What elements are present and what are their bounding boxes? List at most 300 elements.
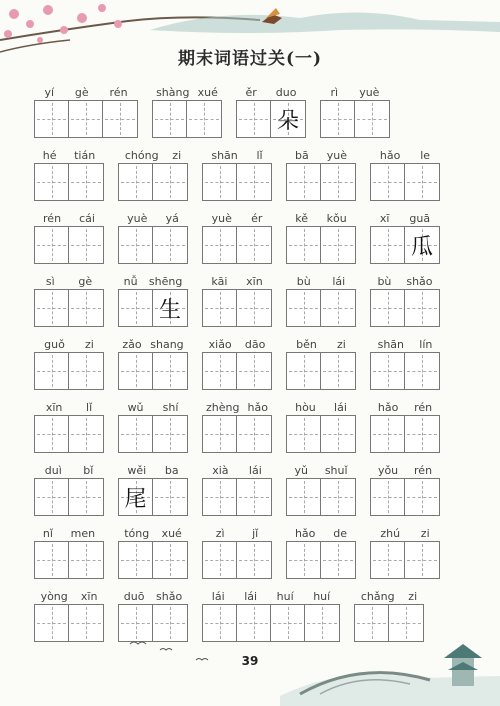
pinyin-syllable: xī bbox=[379, 212, 390, 225]
pinyin-syllable: zǎo bbox=[122, 338, 142, 351]
pinyin-line bbox=[286, 212, 356, 226]
pinyin-syllable: rì bbox=[330, 86, 339, 99]
character-writing-box[interactable] bbox=[287, 416, 321, 452]
character-writing-box[interactable] bbox=[69, 227, 103, 263]
character-writing-box[interactable] bbox=[287, 542, 321, 578]
character-writing-box[interactable] bbox=[119, 353, 153, 389]
pinyin-syllable: nǐ bbox=[42, 527, 53, 540]
pinyin-syllable: yí bbox=[44, 86, 55, 99]
pinyin-syllable: shān bbox=[377, 338, 405, 351]
pinyin-syllable: rén bbox=[414, 401, 433, 414]
character-writing-box[interactable] bbox=[405, 353, 439, 389]
character-writing-box[interactable] bbox=[321, 164, 355, 200]
vocabulary-word bbox=[370, 149, 440, 190]
vocabulary-word bbox=[286, 275, 356, 316]
pinyin-syllable: shuǐ bbox=[324, 464, 348, 477]
pinyin-line bbox=[236, 86, 306, 100]
character-writing-box[interactable] bbox=[153, 290, 187, 326]
vocabulary-word bbox=[286, 401, 356, 442]
pinyin-syllable: rén bbox=[414, 464, 433, 477]
pinyin-syllable: yǔ bbox=[294, 464, 308, 477]
vocabulary-word bbox=[370, 527, 440, 568]
pinyin-line bbox=[34, 149, 104, 163]
pinyin-syllable: tián bbox=[74, 149, 96, 162]
vocabulary-word bbox=[202, 401, 272, 442]
character-writing-box[interactable] bbox=[371, 290, 405, 326]
pinyin-syllable: kǒu bbox=[326, 212, 347, 225]
page-title: 期末词语过关(一) bbox=[177, 49, 323, 69]
character-writing-box[interactable] bbox=[203, 416, 237, 452]
pinyin-syllable: le bbox=[420, 149, 431, 162]
tianzige-boxes bbox=[34, 415, 104, 453]
vocabulary-word bbox=[152, 86, 222, 127]
character-writing-box[interactable] bbox=[371, 353, 405, 389]
pinyin-syllable: yuè bbox=[326, 149, 347, 162]
pinyin-line bbox=[118, 149, 188, 163]
character-writing-box[interactable] bbox=[405, 164, 439, 200]
character-writing-box[interactable] bbox=[69, 290, 103, 326]
vocabulary-word bbox=[118, 149, 188, 190]
character-writing-box[interactable] bbox=[321, 290, 355, 326]
character-writing-box[interactable] bbox=[237, 101, 271, 137]
vocabulary-word bbox=[286, 212, 356, 253]
character-writing-box[interactable] bbox=[203, 542, 237, 578]
page-number: 39 bbox=[241, 654, 259, 668]
pinyin-line bbox=[202, 590, 340, 604]
character-writing-box[interactable] bbox=[35, 290, 69, 326]
pinyin-syllable: gè bbox=[74, 86, 89, 99]
character-writing-box[interactable] bbox=[203, 479, 237, 515]
character-writing-box[interactable] bbox=[287, 479, 321, 515]
pinyin-line bbox=[34, 590, 104, 604]
tianzige-boxes bbox=[370, 226, 440, 264]
character-writing-box[interactable] bbox=[237, 416, 271, 452]
word-row bbox=[34, 338, 466, 379]
vocabulary-word bbox=[370, 212, 440, 260]
character-writing-box[interactable] bbox=[355, 101, 389, 137]
character-writing-box[interactable] bbox=[153, 101, 187, 137]
vocabulary-word bbox=[34, 527, 104, 568]
vocabulary-word bbox=[118, 464, 188, 512]
pinyin-syllable: lái bbox=[332, 275, 346, 288]
pinyin-syllable: xià bbox=[212, 464, 229, 477]
pinyin-syllable: men bbox=[70, 527, 96, 540]
pinyin-syllable: ér bbox=[251, 212, 263, 225]
tianzige-boxes bbox=[202, 163, 272, 201]
pinyin-syllable: rén bbox=[109, 86, 128, 99]
tianzige-boxes bbox=[202, 415, 272, 453]
character-writing-box[interactable] bbox=[153, 416, 187, 452]
pinyin-line bbox=[34, 401, 104, 415]
vocabulary-word bbox=[118, 275, 188, 323]
vocabulary-word bbox=[202, 338, 272, 379]
pinyin-line bbox=[286, 275, 356, 289]
character-writing-box[interactable] bbox=[321, 479, 355, 515]
pinyin-line bbox=[370, 464, 440, 478]
character-writing-box[interactable] bbox=[321, 101, 355, 137]
pinyin-syllable: xīn bbox=[80, 590, 98, 603]
tianzige-boxes bbox=[118, 163, 188, 201]
vocabulary-word bbox=[118, 590, 188, 631]
character-writing-box[interactable] bbox=[371, 227, 405, 263]
word-row bbox=[34, 212, 466, 260]
character-writing-box[interactable] bbox=[237, 353, 271, 389]
character-writing-box[interactable] bbox=[119, 416, 153, 452]
character-writing-box[interactable] bbox=[237, 227, 271, 263]
pinyin-syllable: duō bbox=[123, 590, 145, 603]
character-writing-box[interactable] bbox=[237, 290, 271, 326]
character-writing-box[interactable] bbox=[405, 227, 439, 263]
pinyin-line bbox=[34, 464, 104, 478]
pinyin-syllable: yǒu bbox=[377, 464, 399, 477]
pinyin-line bbox=[370, 338, 440, 352]
character-writing-box[interactable] bbox=[69, 416, 103, 452]
pinyin-line bbox=[118, 401, 188, 415]
pinyin-syllable: tóng bbox=[124, 527, 150, 540]
vocabulary-word bbox=[34, 212, 104, 253]
pinyin-syllable: ba bbox=[164, 464, 179, 477]
hint-character: 朵 bbox=[276, 108, 299, 134]
character-writing-box[interactable] bbox=[321, 353, 355, 389]
character-writing-box[interactable] bbox=[405, 290, 439, 326]
pinyin-syllable: kāi bbox=[211, 275, 228, 288]
pinyin-syllable: xué bbox=[161, 527, 182, 540]
vocabulary-word bbox=[202, 590, 340, 631]
hint-character: 瓜 bbox=[410, 234, 433, 260]
character-writing-box[interactable] bbox=[35, 227, 69, 263]
pinyin-line bbox=[202, 464, 272, 478]
pinyin-syllable: zi bbox=[85, 338, 94, 351]
pinyin-syllable: lái bbox=[248, 464, 262, 477]
pinyin-syllable: xiǎo bbox=[208, 338, 232, 351]
word-row bbox=[34, 149, 466, 190]
pinyin-syllable: hé bbox=[42, 149, 57, 162]
pinyin-syllable: shǎo bbox=[156, 590, 183, 603]
pinyin-syllable: yuè bbox=[359, 86, 380, 99]
character-writing-box[interactable] bbox=[153, 164, 187, 200]
vocabulary-word bbox=[118, 338, 188, 379]
tianzige-boxes bbox=[34, 226, 104, 264]
pinyin-syllable: shí bbox=[162, 401, 179, 414]
character-writing-box[interactable] bbox=[153, 227, 187, 263]
pinyin-syllable: lǐ bbox=[86, 401, 93, 414]
pinyin-syllable: chǎng bbox=[360, 590, 395, 603]
pinyin-syllable: xīn bbox=[246, 275, 263, 288]
pinyin-syllable: ěr bbox=[245, 86, 257, 99]
vocabulary-word bbox=[118, 527, 188, 568]
tianzige-boxes bbox=[118, 541, 188, 579]
pinyin-syllable: zi bbox=[408, 590, 418, 603]
vocabulary-word bbox=[34, 590, 104, 631]
pinyin-syllable: guā bbox=[409, 212, 431, 225]
tianzige-boxes bbox=[286, 352, 356, 390]
tianzige-boxes bbox=[286, 478, 356, 516]
character-writing-box[interactable] bbox=[119, 164, 153, 200]
pinyin-syllable: yuè bbox=[127, 212, 148, 225]
character-writing-box[interactable] bbox=[69, 479, 103, 515]
tianzige-boxes bbox=[34, 478, 104, 516]
character-writing-box[interactable] bbox=[35, 353, 69, 389]
pinyin-line bbox=[202, 527, 272, 541]
pinyin-syllable: bǐ bbox=[83, 464, 94, 477]
pinyin-line bbox=[34, 338, 104, 352]
pinyin-line bbox=[202, 149, 272, 163]
tianzige-boxes bbox=[370, 541, 440, 579]
pinyin-line bbox=[118, 338, 188, 352]
pinyin-syllable: lǐ bbox=[256, 149, 263, 162]
tianzige-boxes bbox=[370, 478, 440, 516]
tianzige-boxes bbox=[118, 289, 188, 327]
character-writing-box[interactable] bbox=[69, 542, 103, 578]
pinyin-line bbox=[202, 275, 272, 289]
character-writing-box[interactable] bbox=[119, 290, 153, 326]
pinyin-syllable: shēng bbox=[148, 275, 183, 288]
pinyin-syllable: zi bbox=[420, 527, 430, 540]
pinyin-syllable: wǔ bbox=[127, 401, 144, 414]
pinyin-syllable: shǎo bbox=[406, 275, 433, 288]
tianzige-boxes bbox=[152, 100, 222, 138]
vocabulary-grid bbox=[34, 86, 466, 631]
pinyin-line bbox=[34, 527, 104, 541]
character-writing-box[interactable] bbox=[203, 227, 237, 263]
tianzige-boxes bbox=[202, 541, 272, 579]
character-writing-box[interactable] bbox=[35, 542, 69, 578]
tianzige-boxes bbox=[286, 163, 356, 201]
pinyin-syllable: hǎo bbox=[377, 401, 399, 414]
character-writing-box[interactable] bbox=[69, 101, 103, 137]
pinyin-line bbox=[354, 590, 424, 604]
tianzige-boxes bbox=[34, 541, 104, 579]
character-writing-box[interactable] bbox=[35, 479, 69, 515]
tianzige-boxes bbox=[34, 352, 104, 390]
pinyin-syllable: xīn bbox=[45, 401, 63, 414]
pinyin-syllable: rén bbox=[43, 212, 62, 225]
vocabulary-word bbox=[34, 86, 138, 127]
character-writing-box[interactable] bbox=[69, 164, 103, 200]
pinyin-syllable: hòu bbox=[295, 401, 316, 414]
pinyin-line bbox=[152, 86, 222, 100]
vocabulary-word bbox=[286, 464, 356, 505]
pinyin-syllable: lái bbox=[334, 401, 347, 414]
vocabulary-word bbox=[118, 212, 188, 253]
vocabulary-word bbox=[34, 464, 104, 505]
character-writing-box[interactable] bbox=[153, 353, 187, 389]
pinyin-syllable: yòng bbox=[40, 590, 68, 603]
pinyin-line bbox=[118, 527, 188, 541]
pinyin-syllable: shang bbox=[150, 338, 184, 351]
pinyin-syllable: bā bbox=[295, 149, 309, 162]
character-writing-box[interactable] bbox=[35, 416, 69, 452]
pinyin-syllable: dāo bbox=[244, 338, 266, 351]
pinyin-syllable: lín bbox=[419, 338, 433, 351]
pinyin-syllable: hǎo bbox=[247, 401, 268, 414]
pinyin-line bbox=[286, 464, 356, 478]
character-writing-box[interactable] bbox=[187, 101, 221, 137]
hint-character: 生 bbox=[158, 297, 181, 323]
vocabulary-word bbox=[236, 86, 306, 134]
pinyin-syllable: shàng bbox=[156, 86, 190, 99]
vocabulary-word bbox=[286, 338, 356, 379]
pinyin-line bbox=[202, 212, 272, 226]
vocabulary-word bbox=[34, 149, 104, 190]
character-writing-box[interactable] bbox=[371, 416, 405, 452]
tianzige-boxes bbox=[202, 352, 272, 390]
pinyin-line bbox=[286, 527, 356, 541]
tianzige-boxes bbox=[202, 289, 272, 327]
character-writing-box[interactable] bbox=[271, 101, 305, 137]
character-writing-box[interactable] bbox=[119, 479, 153, 515]
pinyin-syllable: guǒ bbox=[44, 338, 65, 351]
tianzige-boxes bbox=[320, 100, 390, 138]
character-writing-box[interactable] bbox=[35, 101, 69, 137]
pinyin-syllable: wěi bbox=[127, 464, 147, 477]
vocabulary-word bbox=[202, 275, 272, 316]
vocabulary-word bbox=[286, 149, 356, 190]
character-writing-box[interactable] bbox=[103, 101, 137, 137]
character-writing-box[interactable] bbox=[287, 164, 321, 200]
pinyin-line bbox=[320, 86, 390, 100]
word-row bbox=[34, 464, 466, 512]
tianzige-boxes bbox=[370, 289, 440, 327]
pinyin-line bbox=[34, 275, 104, 289]
character-writing-box[interactable] bbox=[119, 227, 153, 263]
character-writing-box[interactable] bbox=[119, 542, 153, 578]
tianzige-boxes bbox=[286, 541, 356, 579]
pinyin-syllable: zi bbox=[337, 338, 346, 351]
pinyin-syllable: de bbox=[333, 527, 348, 540]
pinyin-syllable: jǐ bbox=[252, 527, 259, 540]
vocabulary-word bbox=[370, 464, 440, 505]
pinyin-syllable: huí bbox=[276, 590, 294, 603]
pinyin-line bbox=[202, 338, 272, 352]
vocabulary-word bbox=[370, 401, 440, 442]
pinyin-syllable: huí bbox=[313, 590, 331, 603]
character-writing-box[interactable] bbox=[287, 353, 321, 389]
character-writing-box[interactable] bbox=[371, 164, 405, 200]
tianzige-boxes bbox=[370, 352, 440, 390]
pinyin-syllable: chóng bbox=[124, 149, 159, 162]
pinyin-line bbox=[286, 338, 356, 352]
pinyin-syllable: bù bbox=[377, 275, 392, 288]
pinyin-syllable: duì bbox=[44, 464, 62, 477]
vocabulary-word bbox=[202, 212, 272, 253]
tianzige-boxes bbox=[34, 289, 104, 327]
pinyin-syllable: zi bbox=[172, 149, 182, 162]
pinyin-syllable: yuè bbox=[211, 212, 232, 225]
tianzige-boxes bbox=[286, 415, 356, 453]
pinyin-syllable: sì bbox=[45, 275, 55, 288]
character-writing-box[interactable] bbox=[203, 290, 237, 326]
character-writing-box[interactable] bbox=[237, 542, 271, 578]
vocabulary-word bbox=[320, 86, 390, 127]
character-writing-box[interactable] bbox=[237, 479, 271, 515]
vocabulary-word bbox=[202, 149, 272, 190]
tianzige-boxes bbox=[118, 352, 188, 390]
vocabulary-word bbox=[34, 338, 104, 379]
tianzige-boxes bbox=[34, 100, 138, 138]
pinyin-syllable: shān bbox=[211, 149, 238, 162]
character-writing-box[interactable] bbox=[203, 164, 237, 200]
tianzige-boxes bbox=[34, 163, 104, 201]
character-writing-box[interactable] bbox=[405, 416, 439, 452]
word-row bbox=[34, 401, 466, 442]
word-row bbox=[34, 527, 466, 568]
character-writing-box[interactable] bbox=[69, 353, 103, 389]
tianzige-boxes bbox=[202, 226, 272, 264]
character-writing-box[interactable] bbox=[405, 479, 439, 515]
character-writing-box[interactable] bbox=[153, 479, 187, 515]
pinyin-syllable: cái bbox=[79, 212, 95, 225]
pinyin-line bbox=[370, 149, 440, 163]
pinyin-syllable: duo bbox=[275, 86, 297, 99]
pinyin-line bbox=[118, 275, 188, 289]
pinyin-line bbox=[286, 401, 356, 415]
pinyin-line bbox=[34, 212, 104, 226]
pinyin-line bbox=[370, 275, 440, 289]
character-writing-box[interactable] bbox=[405, 542, 439, 578]
pinyin-line bbox=[286, 149, 356, 163]
character-writing-box[interactable] bbox=[287, 290, 321, 326]
pinyin-syllable: běn bbox=[296, 338, 317, 351]
vocabulary-word bbox=[202, 464, 272, 505]
pinyin-syllable: zhú bbox=[380, 527, 401, 540]
tianzige-boxes bbox=[118, 226, 188, 264]
vocabulary-word bbox=[286, 527, 356, 568]
pinyin-line bbox=[118, 590, 188, 604]
character-writing-box[interactable] bbox=[321, 416, 355, 452]
word-row bbox=[34, 275, 466, 323]
character-writing-box[interactable] bbox=[287, 227, 321, 263]
tianzige-boxes bbox=[286, 226, 356, 264]
pinyin-syllable: zì bbox=[215, 527, 225, 540]
pinyin-line bbox=[202, 401, 272, 415]
character-writing-box[interactable] bbox=[321, 227, 355, 263]
pinyin-syllable: hǎo bbox=[379, 149, 401, 162]
pinyin-syllable: yá bbox=[165, 212, 179, 225]
pinyin-syllable: lái bbox=[211, 590, 225, 603]
character-writing-box[interactable] bbox=[203, 353, 237, 389]
pinyin-line bbox=[370, 212, 440, 226]
bridge-pavilion-footer-illustration bbox=[0, 636, 500, 706]
word-row bbox=[34, 86, 466, 134]
pinyin-syllable: xué bbox=[197, 86, 218, 99]
vocabulary-word bbox=[370, 338, 440, 379]
vocabulary-word bbox=[118, 401, 188, 442]
character-writing-box[interactable] bbox=[371, 479, 405, 515]
pinyin-line bbox=[34, 86, 138, 100]
tianzige-boxes bbox=[236, 100, 306, 138]
tianzige-boxes bbox=[202, 478, 272, 516]
character-writing-box[interactable] bbox=[371, 542, 405, 578]
vocabulary-word bbox=[202, 527, 272, 568]
vocabulary-word bbox=[34, 401, 104, 442]
character-writing-box[interactable] bbox=[153, 542, 187, 578]
pinyin-syllable: hǎo bbox=[294, 527, 316, 540]
pinyin-syllable: zhèng bbox=[206, 401, 240, 414]
tianzige-boxes bbox=[370, 163, 440, 201]
pinyin-line bbox=[118, 212, 188, 226]
tianzige-boxes bbox=[286, 289, 356, 327]
pinyin-line bbox=[118, 464, 188, 478]
pinyin-line bbox=[370, 527, 440, 541]
character-writing-box[interactable] bbox=[237, 164, 271, 200]
tianzige-boxes bbox=[370, 415, 440, 453]
pinyin-line bbox=[370, 401, 440, 415]
character-writing-box[interactable] bbox=[35, 164, 69, 200]
tianzige-boxes bbox=[118, 478, 188, 516]
character-writing-box[interactable] bbox=[321, 542, 355, 578]
pinyin-syllable: nǚ bbox=[123, 275, 138, 288]
